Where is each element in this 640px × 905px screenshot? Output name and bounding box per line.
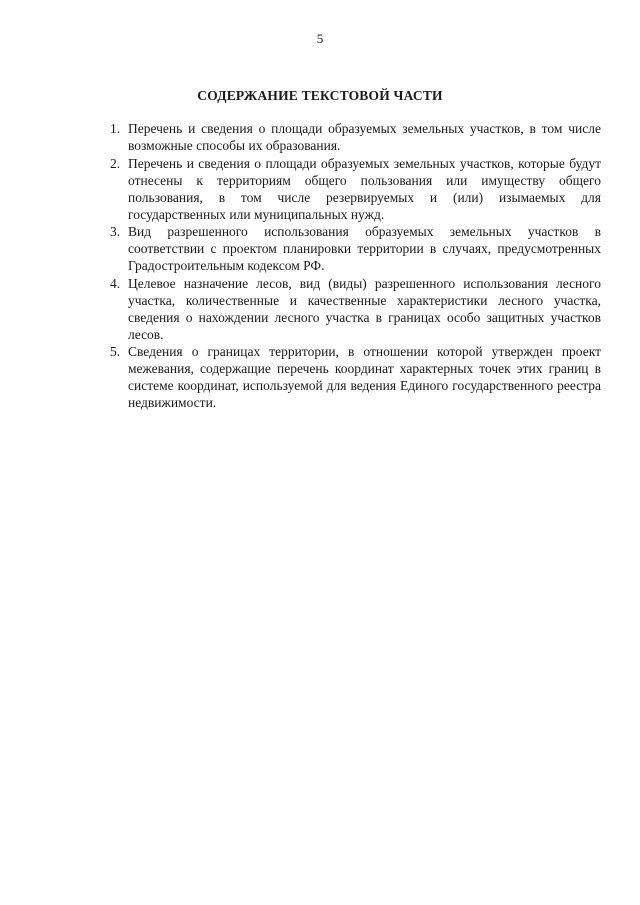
item-number: 4. <box>110 275 121 291</box>
contents-item-5 <box>110 343 601 411</box>
contents-item-2 <box>110 155 601 223</box>
contents-item-3 <box>110 223 601 274</box>
item-number: 2. <box>110 155 121 171</box>
item-number: 1. <box>110 121 121 136</box>
item-text: Целевое назначение лесов, вид (виды) разрешенного использования лесного участка, количественные и качественные характеристики лесного участка, сведения о нахождении лесного участка в границах особо защитных участков лесов. <box>128 275 601 342</box>
item-text: Сведения о границах территории, в отношении которой утвержден проект межевания, содержащие перечень координат характерных точек этих границ в системе координат, используемой для ведения Единого государственного реестра недвижимости. <box>128 344 601 410</box>
contents-item-1 <box>110 120 601 154</box>
item-text: Вид разрешенного использования образуемых земельных участков в соответствии с проектом планировки территории в случаях, предусмотренных Градостроительным кодексом РФ. <box>128 224 601 273</box>
page-title: СОДЕРЖАНИЕ ТЕКСТОВОЙ ЧАСТИ <box>197 88 443 103</box>
item-text: Перечень и сведения о площади образуемых земельных участков, в том числе возможные способы их образования. <box>128 121 601 153</box>
item-number: 5. <box>110 344 121 359</box>
item-number: 3. <box>110 224 121 239</box>
contents-list <box>110 120 601 412</box>
item-text: Перечень и сведения о площади образуемых земельных участков, которые будут отнесены к территориям общего пользования или имуществу общего пользования, в том числе резервируемых и (или) изымаемых для государственных или муниципальных нужд. <box>128 155 601 222</box>
page-number: 5 <box>316 31 324 46</box>
contents-item-4 <box>110 275 601 343</box>
